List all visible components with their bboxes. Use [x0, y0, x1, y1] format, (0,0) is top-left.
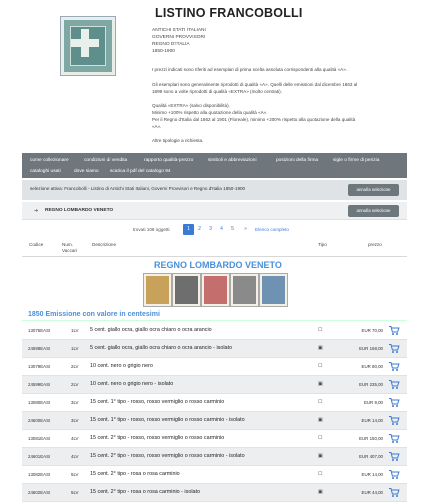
row-description[interactable]: 15 cent. 1° tipo - rosso, rosso vermiglio o rosso carminio: [90, 399, 225, 405]
row-catalog-number: 1LV: [71, 346, 79, 351]
results-count: trovati 108 oggetti: [133, 227, 170, 232]
info-paragraph-3d: «A».: [152, 124, 162, 129]
header-divider: [22, 256, 407, 257]
row-type-icon: ☐: [318, 363, 323, 369]
cart-icon[interactable]: [388, 487, 400, 498]
row-price: EUR 44,00: [361, 490, 383, 495]
row-catalog-number: 2LV: [71, 364, 79, 369]
row-catalog-number: 1LV: [71, 328, 79, 333]
full-list-link[interactable]: Elenco completo: [255, 227, 289, 232]
table-row: [22, 376, 407, 394]
row-type-icon: ▣: [318, 489, 323, 495]
table-row: [22, 412, 407, 430]
row-type-icon: ▣: [318, 453, 323, 459]
page-2-button[interactable]: 2: [198, 226, 201, 232]
column-header-price: prezzo: [368, 242, 382, 247]
table-row: [22, 340, 407, 358]
column-header-code: Codice: [29, 242, 44, 247]
cart-icon[interactable]: [388, 433, 400, 444]
header-stamp-image: [61, 17, 115, 75]
nav-link-collect[interactable]: come collezionare: [30, 158, 69, 163]
row-code[interactable]: 24599EASI: [28, 382, 51, 387]
stamp-thumbnail-3[interactable]: [202, 274, 229, 306]
page-3-button[interactable]: 3: [209, 226, 212, 232]
info-paragraph-4: Altre tipologie a richiesta.: [152, 138, 204, 143]
page-1-button[interactable]: 1: [183, 224, 194, 235]
stamp-thumbnail-4[interactable]: [231, 274, 258, 306]
cart-icon[interactable]: [388, 397, 400, 408]
column-header-num-sub: Vaccari: [62, 248, 77, 253]
info-paragraph-2b: 1899 sono a volte riprodotti di qualità «EXTRA» (molto centrati).: [152, 89, 282, 94]
row-description[interactable]: 5 cent. giallo ocra, giallo ocra chiaro o ocra arancio: [90, 327, 212, 333]
row-price: EUR 235,00: [359, 382, 383, 387]
row-type-icon: ☐: [318, 327, 323, 333]
arrow-right-icon: ➔: [34, 208, 39, 214]
info-paragraph-1: I prezzi indicati sono riferiti ad esemplari di prima scelta assoluta corrispondenti alla qualità «A».: [152, 67, 348, 72]
next-page-button[interactable]: »: [244, 226, 247, 232]
table-row: [22, 394, 407, 412]
row-price: EUR 14,00: [361, 418, 383, 423]
table-row: [22, 484, 407, 502]
selected-category-text: REGNO LOMBARDO VENETO: [45, 208, 114, 213]
row-description[interactable]: 10 cent. nero o grigio nero - isolato: [90, 381, 174, 387]
stamp-thumbnails: [140, 274, 290, 308]
page-4-button[interactable]: 4: [220, 226, 223, 232]
selected-category-bar: [22, 202, 407, 220]
active-filter-text: selezione attiva: Francobolli - Listino di Antichi Stati Italiani, Governi Provvisori e Regno d'Italia 1850-1900: [30, 186, 246, 191]
cart-icon[interactable]: [388, 469, 400, 480]
table-row: [22, 322, 407, 340]
emission-header: [22, 311, 407, 321]
row-price: EUR 150,00: [359, 436, 383, 441]
row-type-icon: ▣: [318, 417, 323, 423]
subtitle-line-4: 1850-1900: [152, 49, 175, 54]
active-filter-bar: [22, 180, 407, 200]
column-header-desc: Descrizione: [92, 242, 116, 247]
page-5-button[interactable]: 5: [231, 226, 234, 232]
row-catalog-number: 3LV: [71, 418, 79, 423]
row-type-icon: ▣: [318, 381, 323, 387]
nav-link-signature[interactable]: posizioni della firma: [276, 158, 319, 163]
column-header-tipo: Tipo: [318, 242, 327, 247]
row-code[interactable]: 24598EASI: [28, 346, 51, 351]
emission-title: 1850 Emissione con valore in centesimi: [28, 311, 160, 318]
nav-link-expertise[interactable]: sigle o firme di perizia: [333, 158, 380, 163]
page-title: LISTINO FRANCOBOLLI: [155, 6, 303, 20]
nav-link-quality[interactable]: rapporto qualità-prezzo: [144, 158, 194, 163]
nav-link-where[interactable]: dove siamo: [74, 169, 99, 174]
row-code[interactable]: 13082EASI: [28, 472, 51, 477]
row-type-icon: ▣: [318, 345, 323, 351]
table-row: [22, 430, 407, 448]
row-description[interactable]: 15 cent. 1° tipo - rosso, rosso vermiglio o rosso carminio - isolato: [90, 417, 245, 423]
row-price: EUR 168,00: [359, 346, 383, 351]
stamp-thumbnail-5[interactable]: [260, 274, 287, 306]
stamp-thumbnail-1[interactable]: [144, 274, 171, 306]
row-catalog-number: 4LV: [71, 436, 79, 441]
row-type-icon: ☐: [318, 435, 323, 441]
row-catalog-number: 2LV: [71, 382, 79, 387]
table-row: [22, 448, 407, 466]
row-catalog-number: 4LV: [71, 454, 79, 459]
info-paragraph-3b: Minimo +100% rispetto alla quotazione della qualità «A».: [152, 110, 268, 115]
row-code[interactable]: 13081EASI: [28, 436, 51, 441]
nav-link-conditions[interactable]: condizioni di vendita: [84, 158, 128, 163]
row-description[interactable]: 15 cent. 2° tipo - rosso, rosso vermiglio o rosso carminio: [90, 435, 225, 441]
row-price: EUR 14,00: [361, 472, 383, 477]
nav-link-used-catalogs[interactable]: cataloghi usati: [30, 169, 61, 174]
cart-icon[interactable]: [388, 451, 400, 462]
nav-link-symbols[interactable]: simboli e abbreviazioni: [208, 158, 257, 163]
subtitle-line-2: GOVERNI PROVVISORI: [152, 35, 206, 40]
row-code[interactable]: 24601EASI: [28, 454, 51, 459]
subtitle-line-3: REGNO D'ITALIA: [152, 42, 190, 47]
row-code[interactable]: 24602EASI: [28, 490, 51, 495]
row-description[interactable]: 15 cent. 2° tipo - rosa o rosa carminio: [90, 471, 180, 477]
table-row: [22, 466, 407, 484]
row-description[interactable]: 10 cent. nero o grigio nero: [90, 363, 153, 369]
clear-category-button[interactable]: annulla selezione: [348, 205, 399, 217]
cart-icon[interactable]: [388, 415, 400, 426]
row-description[interactable]: 5 cent. giallo ocra, giallo ocra chiaro o ocra arancio - isolato: [90, 345, 233, 351]
nav-bar: [22, 153, 407, 178]
row-catalog-number: 5LV: [71, 490, 79, 495]
row-price: EUR 407,00: [359, 454, 383, 459]
page-header: [0, 0, 430, 152]
nav-link-pdf[interactable]: scarica il pdf del catalogo 94: [110, 169, 171, 174]
row-code[interactable]: 13076EASI: [28, 328, 51, 333]
row-description[interactable]: 15 cent. 2° tipo - rosso, rosso vermiglio o rosso carminio - isolato: [90, 453, 245, 459]
clear-filter-button[interactable]: annulla selezione: [348, 184, 399, 196]
row-catalog-number: 3LV: [71, 400, 79, 405]
info-paragraph-3a: Qualità «EXTRA» (salvo disponibilità).: [152, 103, 230, 108]
row-type-icon: ☐: [318, 471, 323, 477]
column-header-num: Num.: [62, 242, 73, 247]
cart-icon[interactable]: [388, 361, 400, 372]
cart-icon[interactable]: [388, 325, 400, 336]
row-code[interactable]: 13079EASI: [28, 364, 51, 369]
cart-icon[interactable]: [388, 343, 400, 354]
row-price: EUR 80,00: [361, 364, 383, 369]
section-title: REGNO LOMBARDO VENETO: [154, 260, 282, 270]
table-row: [22, 358, 407, 376]
row-code[interactable]: 24600EASI: [28, 418, 51, 423]
row-catalog-number: 5LV: [71, 472, 79, 477]
stamp-thumbnail-2[interactable]: [173, 274, 200, 306]
subtitle-line-1: ANTICHI STATI ITALIANI: [152, 28, 206, 33]
row-price: EUR 70,00: [361, 328, 383, 333]
info-paragraph-2a: Gli esemplari sono generalmente riprodotti di qualità «A». Quelli delle emissioni dal dicembre 1863 al: [152, 82, 358, 87]
row-description[interactable]: 15 cent. 2° tipo - rosa o rosa carminio - isolato: [90, 489, 201, 495]
row-price: EUR 9,00: [363, 400, 383, 405]
cart-icon[interactable]: [388, 379, 400, 390]
info-paragraph-3c: Per il Regno d'Italia dal 1862 al 1901 (Floreale), minimo +200% rispetto alla quotazione della qualità: [152, 117, 356, 122]
row-code[interactable]: 13080EASI: [28, 400, 51, 405]
row-type-icon: ☐: [318, 399, 323, 405]
